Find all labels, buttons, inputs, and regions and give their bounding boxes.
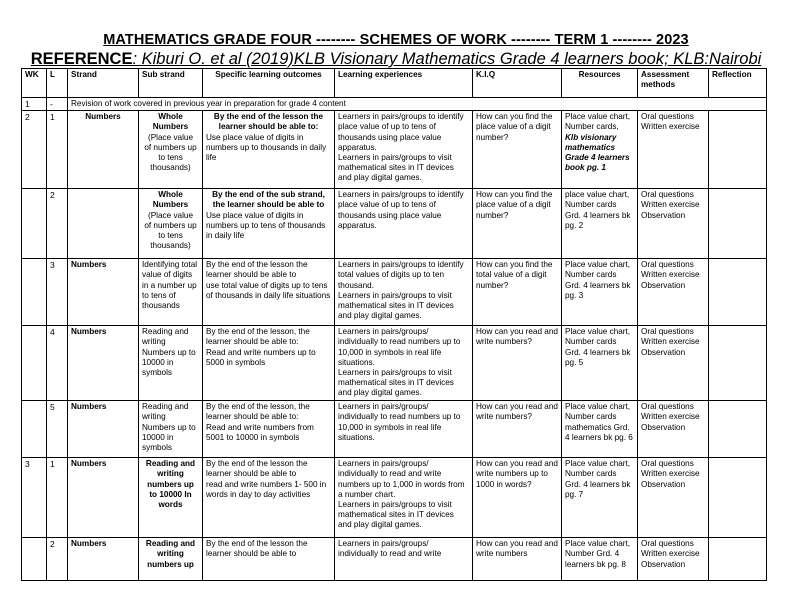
cell-assessment: Oral questions Written exercise Observation	[638, 326, 709, 401]
table-header-row	[22, 69, 767, 98]
column-header-assessment: Assessment methods	[638, 69, 709, 98]
cell-reflection[interactable]	[709, 259, 767, 326]
cell-wk	[22, 326, 47, 401]
cell-outcomes: By the end of the lesson, the learner should be able to: Read and write numbers from 5001 to 10000 in symbols	[203, 401, 335, 458]
cell-outcomes	[203, 189, 335, 259]
cell-outcomes	[203, 111, 335, 189]
cell-reflection[interactable]	[709, 111, 767, 189]
cell-kiq: How can you read and write numbers	[473, 538, 562, 581]
cell-l: 2	[47, 189, 68, 259]
cell-wk: 3	[22, 458, 47, 538]
cell-outcomes: By the end of the lesson the learner should be able to	[203, 538, 335, 581]
outcomes-head: By the end of the sub strand, the learner should be able to	[212, 190, 325, 210]
table-row	[22, 189, 767, 259]
table-row	[22, 111, 767, 189]
cell-sub-strand: Identifying total value of digits in a number up to tens of thousands	[139, 259, 203, 326]
cell-sub-strand	[139, 111, 203, 189]
resources-book: Klb visionary mathematics Grade 4 learners book pg. 1	[565, 132, 630, 173]
cell-strand: Numbers	[68, 458, 139, 538]
column-header-experiences: Learning experiences	[335, 69, 473, 98]
cell-experiences: Learners in pairs/groups to identify total values of digits up to ten thousand. Learners in pairs/groups to visit mathematical sites in IT devices and play digital games.	[335, 259, 473, 326]
cell-kiq: How can you find the place value of a digit number?	[473, 111, 562, 189]
cell-experiences: Learners in pairs/groups/ individually to read numbers up to 10,000 in symbols in real life situations.	[335, 401, 473, 458]
sub-strand-title: Whole Numbers	[152, 190, 189, 210]
cell-kiq: How can you read and write numbers?	[473, 326, 562, 401]
cell-outcomes: By the end of the lesson the learner should be able to read and write numbers 1- 500 in words in day to day activities	[203, 458, 335, 538]
cell-experiences: Learners in pairs/groups/ individually to read and write numbers up to 1,000 in words from a number chart. Learners in pairs/groups to visit mathematical sites in IT devices and play digital games.	[335, 458, 473, 538]
column-header-wk: WK	[22, 69, 47, 98]
cell-l: 5	[47, 401, 68, 458]
cell-sub-strand: Reading and writing numbers up	[139, 538, 203, 581]
column-header-resources: Resources	[562, 69, 638, 98]
column-header-outcomes: Specific learning outcomes	[203, 69, 335, 98]
cell-assessment: Oral questions Written exercise	[638, 111, 709, 189]
table-row	[22, 401, 767, 458]
cell-sub-strand: Reading and writing numbers up to 10000 In words	[139, 458, 203, 538]
cell-experiences: Learners in pairs/groups/ individually to read numbers up to 10,000 in symbols in real life situations. Learners in pairs/groups to visit mathematical sites in IT devices and play digital games.	[335, 326, 473, 401]
cell-experiences: Learners in pairs/groups to identify place value of up to tens of thousands using place value apparatus. Learners in pairs/groups to visit mathematical sites in IT devices and play digital games.	[335, 111, 473, 189]
cell-resources: Place value chart, Number cards mathematics Grd. 4 learners bk pg. 6	[562, 401, 638, 458]
cell-outcomes: By the end of the lesson, the learner should be able to: Read and write numbers up to 5000 in symbols	[203, 326, 335, 401]
cell-wk	[22, 538, 47, 581]
cell-resources: Place value chart, Number cards Grd. 4 learners bk pg. 7	[562, 458, 638, 538]
table-row	[22, 458, 767, 538]
cell-strand: Numbers	[68, 111, 139, 189]
reference-label: REFERENCE	[30, 50, 133, 68]
cell-wk	[22, 259, 47, 326]
cell-kiq: How can you find the total value of a digit number?	[473, 259, 562, 326]
cell-resources: place value chart, Number cards Grd. 4 learners bk pg. 2	[562, 189, 638, 259]
cell-reflection[interactable]	[709, 189, 767, 259]
sub-strand-detail: (Place value of numbers up to tens thousands)	[144, 132, 197, 173]
cell-resources	[562, 111, 638, 189]
schemes-of-work-table	[21, 68, 767, 581]
cell-reflection[interactable]	[709, 401, 767, 458]
cell-reflection[interactable]	[709, 458, 767, 538]
cell-assessment: Oral questions Written exercise Observation	[638, 259, 709, 326]
cell-strand: Numbers	[68, 401, 139, 458]
outcomes-text: Use place value of digits in numbers up to tens of thousands in daily life	[206, 210, 326, 241]
table-row	[22, 538, 767, 581]
cell-l: 1	[47, 111, 68, 189]
column-header-sub-strand: Sub strand	[139, 69, 203, 98]
cell-wk: 2	[22, 111, 47, 189]
cell-strand	[68, 189, 139, 259]
cell-kiq: How can you find the place value of a digit number?	[473, 189, 562, 259]
cell-assessment: Oral questions Written exercise Observation	[638, 189, 709, 259]
reference-text: : Kiburi O. et al (2019)KLB Visionary Mathematics Grade 4 learners book; KLB:Nairobi	[132, 50, 762, 68]
cell-sub-strand	[139, 189, 203, 259]
column-header-l: L	[47, 69, 68, 98]
cell-resources: Place value chart, Number Grd. 4 learners bk pg. 8	[562, 538, 638, 581]
cell-l: -	[47, 98, 68, 111]
column-header-strand: Strand	[68, 69, 139, 98]
column-header-reflection: Reflection	[709, 69, 767, 98]
cell-sub-strand: Reading and writing Numbers up to 10000 in symbols	[139, 326, 203, 401]
cell-assessment: Oral questions Written exercise Observation	[638, 401, 709, 458]
table-row	[22, 259, 767, 326]
table-row	[22, 326, 767, 401]
cell-experiences: Learners in pairs/groups/ individually to read and write	[335, 538, 473, 581]
cell-strand: Numbers	[68, 538, 139, 581]
cell-l: 3	[47, 259, 68, 326]
sub-strand-detail: (Place value of numbers up to tens thousands)	[144, 210, 197, 251]
cell-assessment: Oral questions Written exercise Observation	[638, 538, 709, 581]
cell-kiq: How can you read and write numbers?	[473, 401, 562, 458]
cell-strand: Numbers	[68, 259, 139, 326]
cell-reflection[interactable]	[709, 326, 767, 401]
outcomes-text: Use place value of digits in numbers up to thousands in daily life	[206, 132, 327, 163]
cell-outcomes: By the end of the lesson the learner should be able to use total value of digits up to tens of thousands in daily life situations	[203, 259, 335, 326]
cell-resources: Place value chart, Number cards Grd. 4 learners bk pg. 5	[562, 326, 638, 401]
revision-row	[22, 98, 767, 111]
cell-resources: Place value chart, Number cards Grd. 4 learners bk pg. 3	[562, 259, 638, 326]
cell-sub-strand: Reading and writing Numbers up to 10000 in symbols	[139, 401, 203, 458]
cell-l: 2	[47, 538, 68, 581]
cell-wk: 1	[22, 98, 47, 111]
cell-wk	[22, 401, 47, 458]
cell-l: 1	[47, 458, 68, 538]
column-header-kiq: K.I.Q	[473, 69, 562, 98]
cell-assessment: Oral questions Written exercise Observation	[638, 458, 709, 538]
resources-text: Place value chart, Number cards,	[565, 112, 631, 132]
sub-strand-title: Whole Numbers	[152, 112, 189, 132]
reference-line	[0, 50, 792, 69]
cell-experiences: Learners in pairs/groups to identify place value of up to tens of thousands using place value apparatus.	[335, 189, 473, 259]
cell-kiq: How can you read and write numbers up to 1000 in words?	[473, 458, 562, 538]
page-title: MATHEMATICS GRADE FOUR -------- SCHEMES OF WORK -------- TERM 1 -------- 2023	[103, 32, 689, 48]
cell-l: 4	[47, 326, 68, 401]
cell-strand: Numbers	[68, 326, 139, 401]
cell-wk	[22, 189, 47, 259]
revision-text: Revision of work covered in previous year in preparation for grade 4 content	[68, 98, 767, 111]
cell-reflection[interactable]	[709, 538, 767, 581]
outcomes-head: By the end of the lesson the learner should be able to:	[213, 112, 324, 132]
